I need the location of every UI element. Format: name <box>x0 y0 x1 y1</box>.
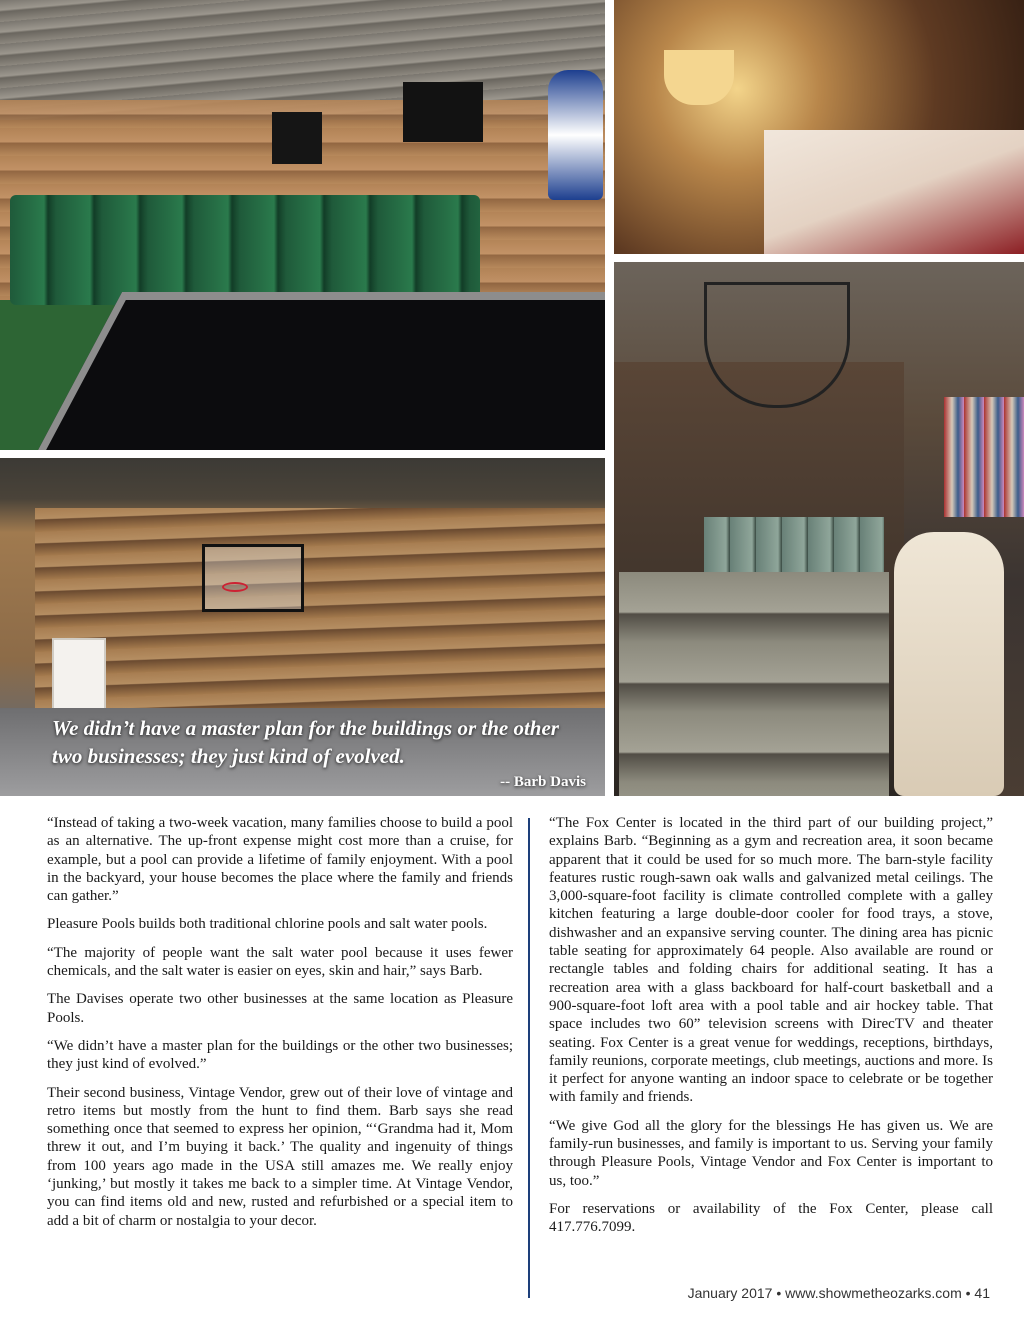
paragraph: “We give God all the glory for the blessings He has given us. We are family-run businesses, and family is important to us. Serving your family through Pleasure Pools, Vintage Vendor and Fox Center is important to us, too.” <box>549 1117 993 1189</box>
paragraph: “Instead of taking a two-week vacation, many families choose to build a pool as an alternative. The up-front expense might cost more than a cruise, for example, but a pool can provide a lifetime of family enjoyment. With a pool in the backyard, your house becomes the place where the family and friends can gather.” <box>47 815 513 905</box>
photo-recreation-room <box>0 0 605 450</box>
football-player-cutout <box>548 70 603 200</box>
basketball-backboard <box>202 544 304 612</box>
column-divider <box>528 818 530 1298</box>
double-door <box>52 638 106 712</box>
pull-quote: We didn’t have a master plan for the buildings or the other two businesses; they just kind of evolved. <box>52 716 559 768</box>
basketball-rim <box>222 582 248 592</box>
paragraph: Pleasure Pools builds both traditional chlorine pools and salt water pools. <box>47 916 488 933</box>
wood-wall <box>35 508 605 708</box>
paragraph: The Davises operate two other businesses at the same location as Pleasure Pools. <box>47 991 513 1026</box>
clothing-rack <box>944 397 1024 517</box>
paragraph: For reservations or availability of the Fox Center, please call 417.776.7099. <box>549 1200 993 1236</box>
paragraph: “The Fox Center is located in the third part of our building project,” explains Barb. “Beginning as a gym and recreation area, it soon became apparent that it could be used for so much more. The barn-style facility features rustic rough-sawn oak walls and galvanized metal ceilings. The 3,000-square-foot facility is climate controlled complete with a galley kitchen featuring a large double-door cooler for food trays, a stove, dishwasher and an expansive serving counter. The dining area has picnic table seating for approximately 64 people. Also available are round or rectangle tables and folding chairs for additional seating. It has a recreation area with a glass backboard for half-court basketball and a 900-square-foot loft area with a pool table and air hockey table. That space includes two 60” television screens with DirecTV and theater seating. Fox Center is a great venue for weddings, receptions, birthdays, family reunions, corporate meetings, club meetings, auctions and more. Is it perfect for anyone wanting an indoor space to celebrate or be together with family and friends. <box>549 815 993 1106</box>
vintage-bed <box>764 130 1024 254</box>
glass-jars <box>704 517 884 572</box>
paragraph: Their second business, Vintage Vendor, grew out of their love of vintage and retro items but mostly from the hunt to find them. Barb says she read something once that seemed to express her opinion, “‘Grandma had it, Mom threw it out, and I’m buying it back.’ The quality and ingenuity of things from 100 years ago made in the USA still amazes me. We really enjoy ‘junking,’ but mostly it takes me back to a simpler time. At Vintage Vendor, you can find items old and new, rusted and refurbished or a special item to add a bit of charm or nostalgia to your decor. <box>47 1084 513 1229</box>
paragraph: “The majority of people want the salt water pool because it uses fewer chemicals, and the salt water is easier on eyes, skin and hair,” says Barb. <box>47 944 513 980</box>
pull-quote-attribution: -- Barb Davis <box>500 774 586 790</box>
theater-seating <box>10 195 480 305</box>
article-column-right <box>549 814 993 1247</box>
photo-vintage-shop <box>614 262 1024 796</box>
television-screen <box>272 112 322 164</box>
article-column-left <box>47 814 513 1240</box>
wedding-dress <box>894 532 1004 796</box>
antique-dresser <box>619 572 889 796</box>
lamp-shade <box>664 50 734 105</box>
photo-antique-bedroom <box>614 0 1024 254</box>
page-footer: January 2017 • www.showmetheozarks.com • 41 <box>687 1285 990 1301</box>
paragraph: “We didn’t have a master plan for the buildings or the other two businesses; they just kind of evolved.” <box>47 1037 513 1073</box>
television-screen <box>403 82 483 142</box>
